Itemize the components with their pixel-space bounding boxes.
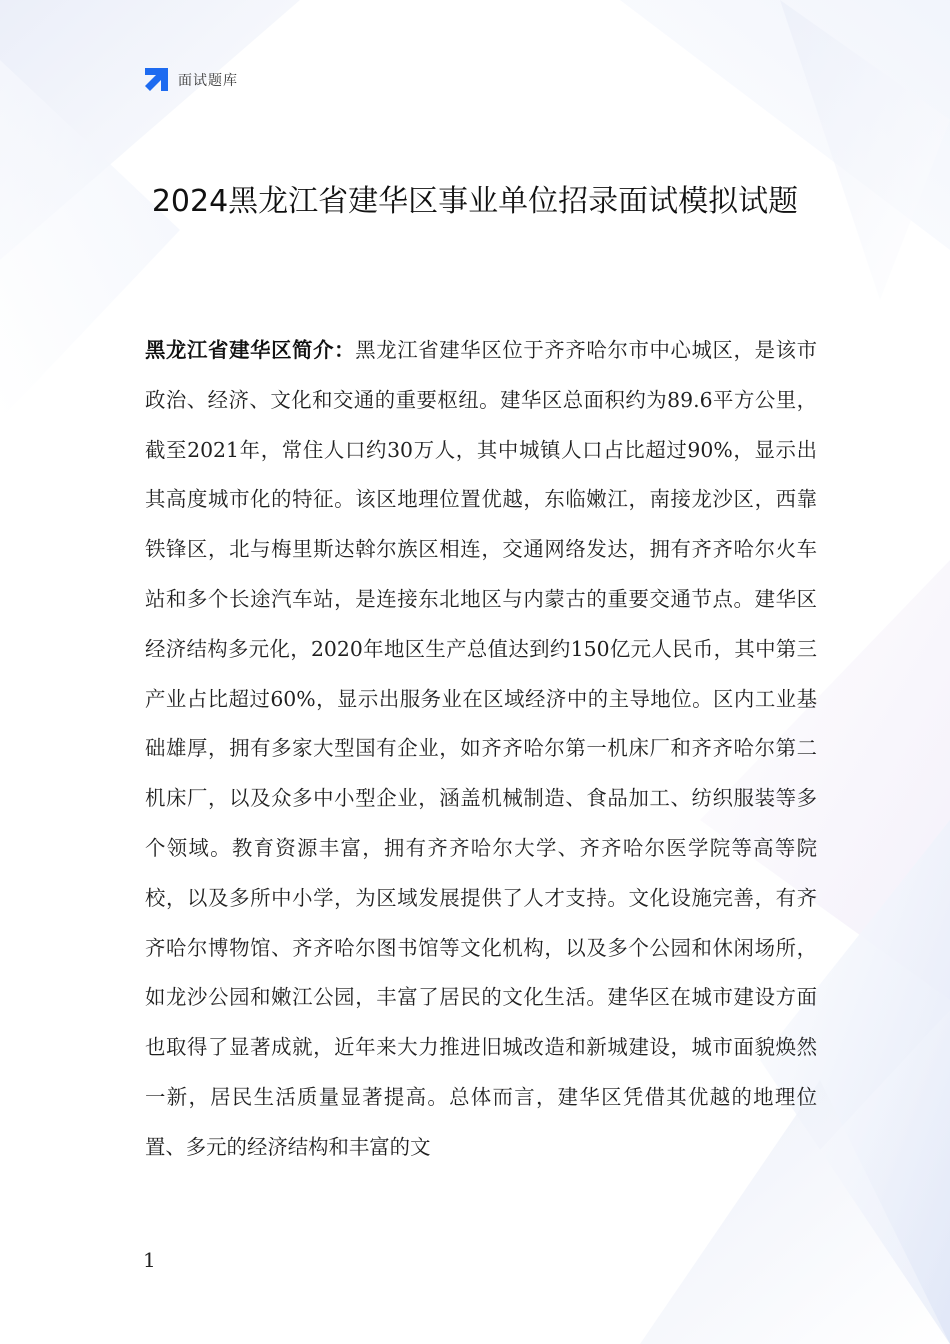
document-body <box>145 326 817 1173</box>
header <box>143 66 238 93</box>
page-number: 1 <box>143 1248 156 1272</box>
arrow-up-right-logo-icon <box>143 66 170 93</box>
document-title: 2024黑龙江省建华区事业单位招录面试模拟试题 <box>151 184 799 219</box>
intro-label: 黑龙江省建华区简介： <box>145 338 356 362</box>
brand-name: 面试题库 <box>178 72 238 89</box>
intro-body: 黑龙江省建华区位于齐齐哈尔市中心城区，是该市政治、经济、文化和交通的重要枢纽。建华区总面积约为89.6平方公里，截至2021年，常住人口约30万人，其中城镇人口占比超过90%，显示出其高度城市化的特征。该区地理位置优越，东临嫩江，南接龙沙区，西靠铁锋区，北与梅里斯达斡尔族区相连，交通网络发达，拥有齐齐哈尔火车站和多个长途汽车站，是连接东北地区与内蒙古的重要交通节点。建华区经济结构多元化，2020年地区生产总值达到约150亿元人民币，其中第三产业占比超过60%，显示出服务业在区域经济中的主导地位。区内工业基础雄厚，拥有多家大型国有企业，如齐齐哈尔第一机床厂和齐齐哈尔第二机床厂，以及众多中小型企业，涵盖机械制造、食品加工、纺织服装等多个领域。教育资源丰富，拥有齐齐哈尔大学、齐齐哈尔医学院等高等院校，以及多所中小学，为区域发展提供了人才支持。文化设施完善，有齐齐哈尔博物馆、齐齐哈尔图书馆等文化机构，以及多个公园和休闲场所，如龙沙公园和嫩江公园，丰富了居民的文化生活。建华区在城市建设方面也取得了显著成就，近年来大力推进旧城改造和新城建设，城市面貌焕然一新，居民生活质量显著提高。总体而言，建华区凭借其优越的地理位置、多元的经济结构和丰富的文 <box>145 338 818 1159</box>
